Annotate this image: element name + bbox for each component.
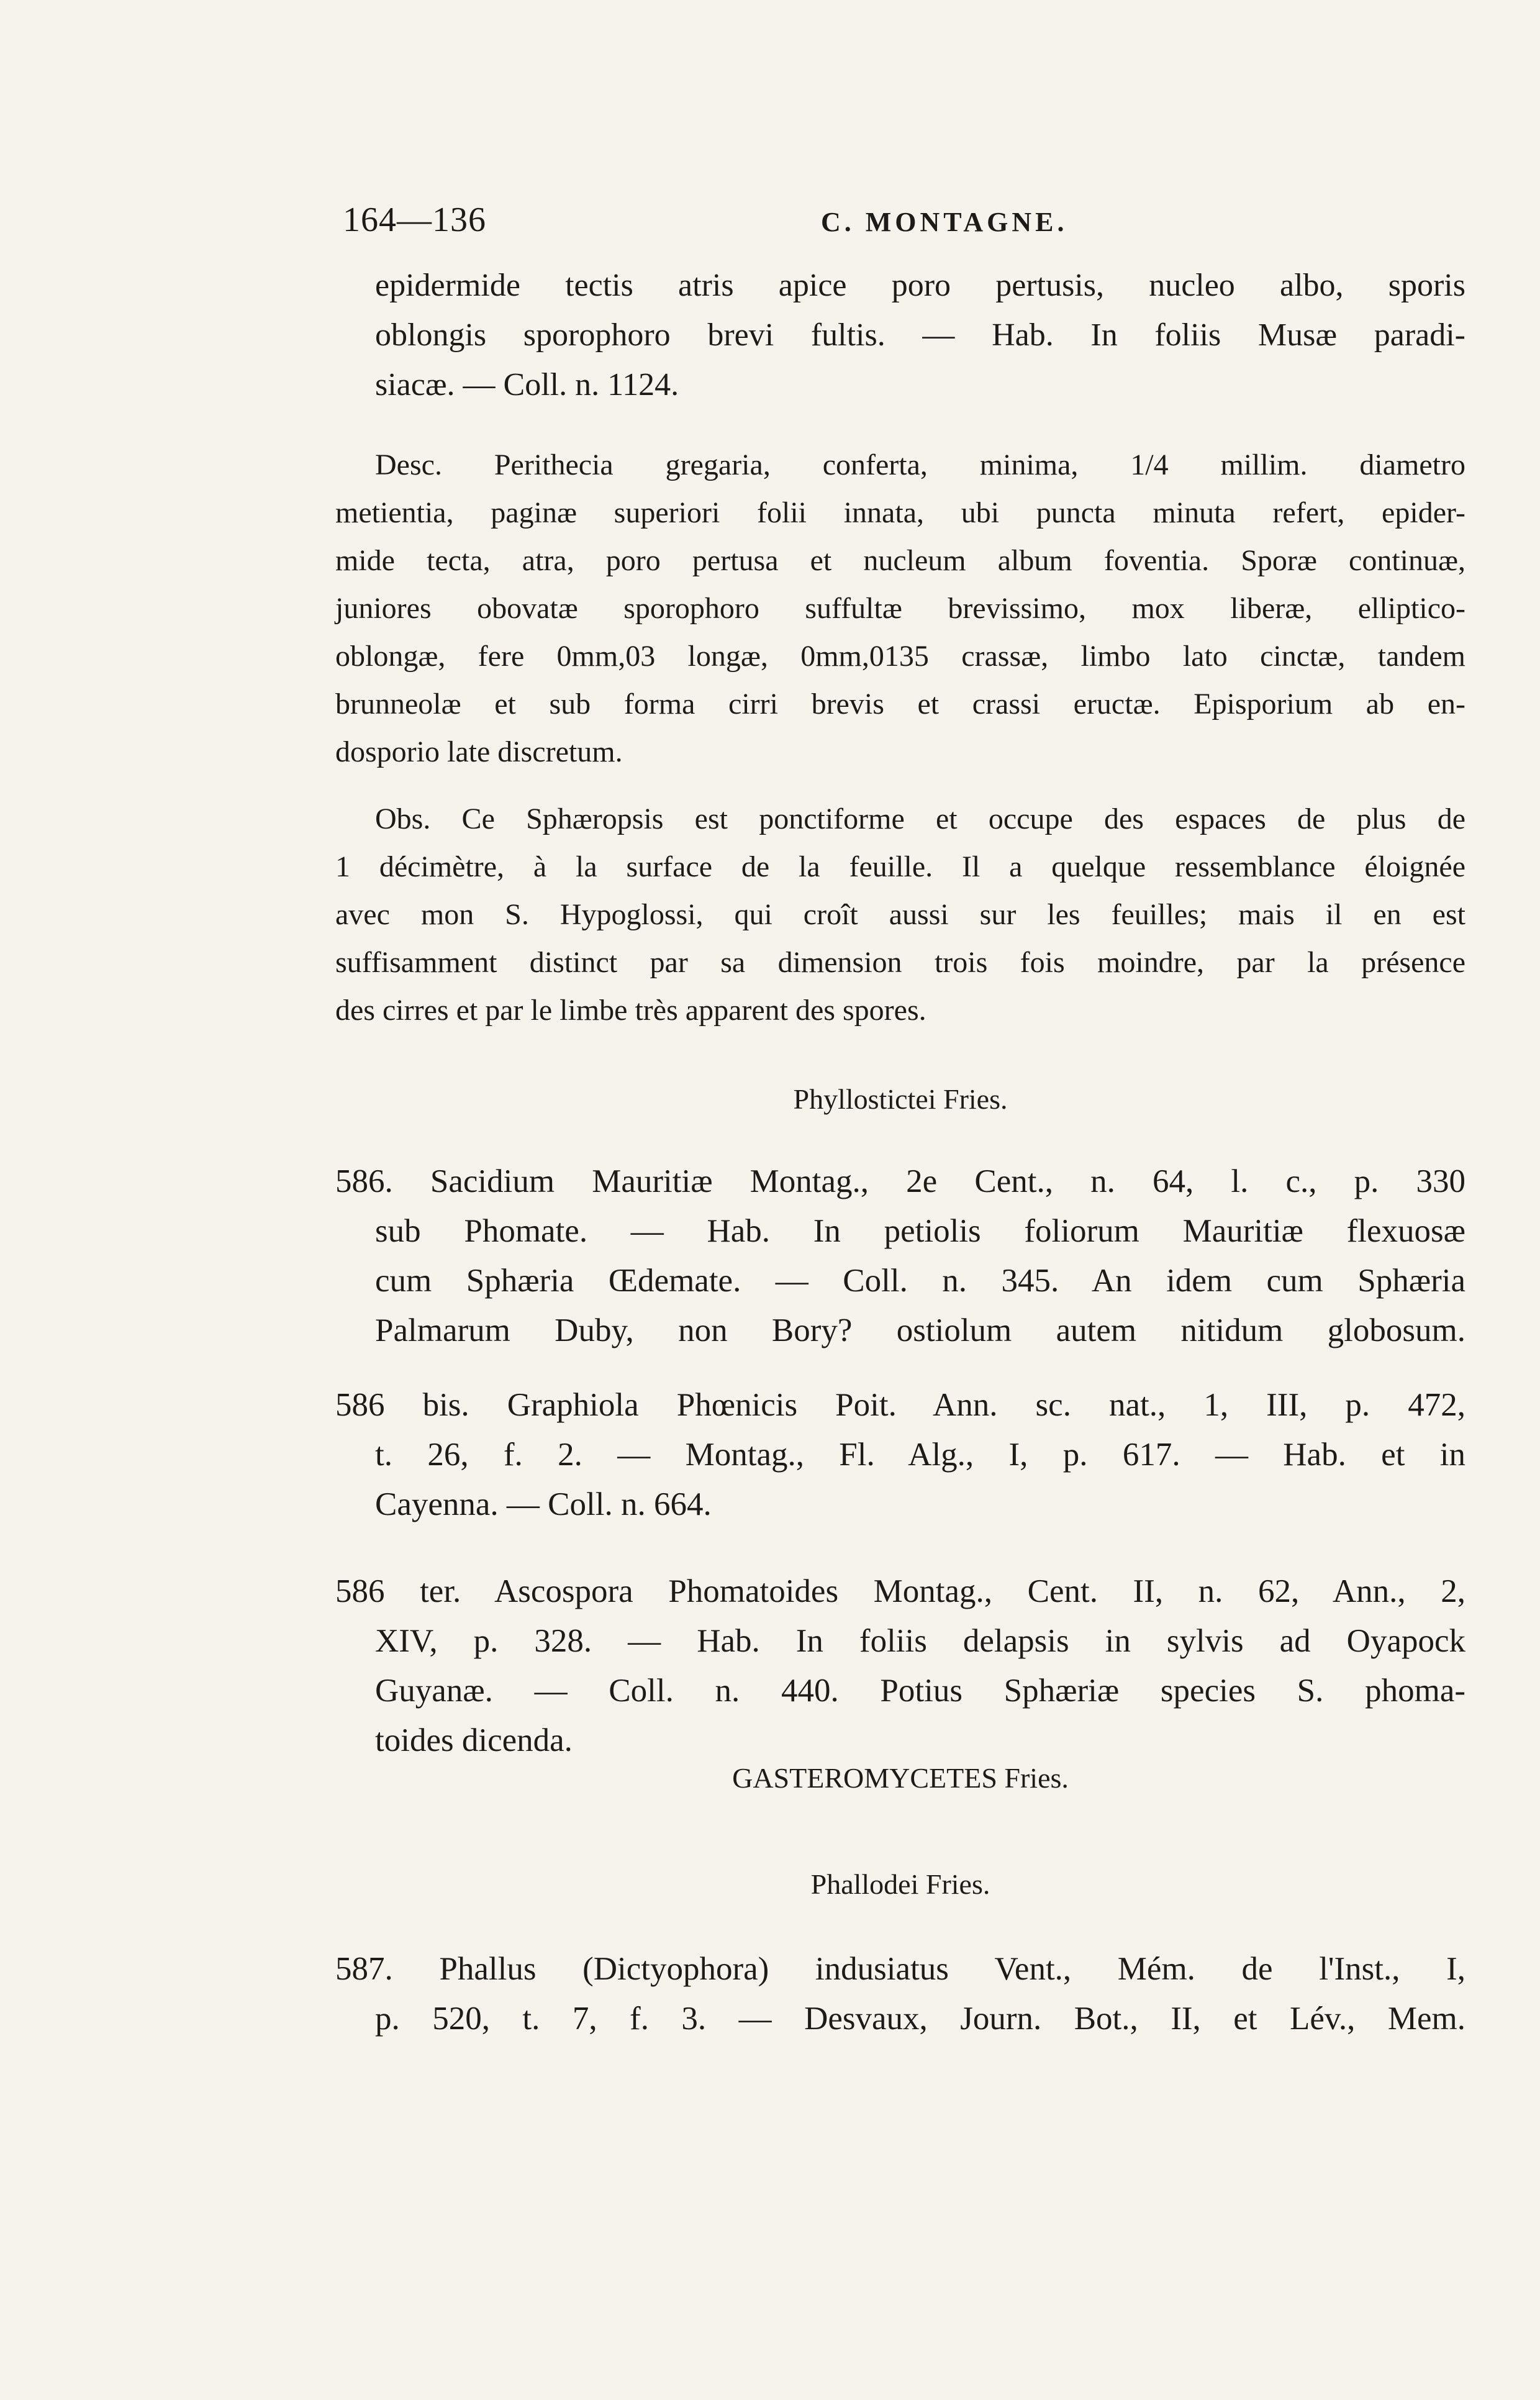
- text-line: Palmarum Duby, non Bory? ostiolum autem nitidum globosum.: [375, 1312, 1465, 1348]
- section-heading-phyllostictei: Phyllostictei Fries.: [793, 1083, 1008, 1115]
- text-line: toides dicenda.: [375, 1722, 573, 1758]
- entry-586-ter: [335, 1566, 1465, 1765]
- text-line: 586 bis. Graphiola Phœnicis Poit. Ann. sc. nat., 1, III, p. 472,: [335, 1387, 1465, 1423]
- text-line: oblongæ, fere 0mm,03 longæ, 0mm,0135 crassæ, limbo lato cinctæ, tandem: [335, 640, 1465, 673]
- text-line: t. 26, f. 2. — Montag., Fl. Alg., I, p. 617. — Hab. et in: [375, 1437, 1465, 1473]
- text-line: siacæ. — Coll. n. 1124.: [375, 367, 679, 402]
- text-line: mide tecta, atra, poro pertusa et nucleum album foventia. Sporæ continuæ,: [335, 544, 1465, 577]
- continued-paragraph: [335, 261, 1465, 410]
- entry-587: [335, 1944, 1465, 2043]
- text-line: 586 ter. Ascospora Phomatoides Montag., Cent. II, n. 62, Ann., 2,: [335, 1573, 1465, 1609]
- text-line: metientia, paginæ superiori folii innata, ubi puncta minuta refert, epider-: [335, 496, 1465, 529]
- section-heading-phallodei: Phallodei Fries.: [810, 1868, 990, 1900]
- text-line: 1 décimètre, à la surface de la feuille. Il a quelque ressemblance éloignée: [335, 850, 1465, 883]
- text-line: sub Phomate. — Hab. In petiolis foliorum Mauritiæ flexuosæ: [375, 1213, 1465, 1249]
- observation-paragraph: [335, 795, 1465, 1034]
- section-heading-gasteromycetes: GASTEROMYCETES Fries.: [732, 1762, 1069, 1794]
- entry-586-bis: [335, 1380, 1465, 1529]
- text-line: brunneolæ et sub forma cirri brevis et crassi eructæ. Episporium ab en-: [335, 688, 1465, 720]
- page-number: 164—136: [343, 201, 486, 239]
- text-line: Obs. Ce Sphæropsis est ponctiforme et occupe des espaces de plus de: [375, 802, 1465, 835]
- text-line: 587. Phallus (Dictyophora) indusiatus Vent., Mém. de l'Inst., I,: [335, 1951, 1465, 1987]
- text-line: XIV, p. 328. — Hab. In foliis delapsis in sylvis ad Oyapock: [375, 1623, 1465, 1659]
- text-line: Cayenna. — Coll. n. 664.: [375, 1486, 712, 1522]
- description-paragraph: [335, 441, 1465, 776]
- text-line: epidermide tectis atris apice poro pertusis, nucleo albo, sporis: [375, 268, 1465, 303]
- text-line: p. 520, t. 7, f. 3. — Desvaux, Journ. Bot., II, et Lév., Mem.: [375, 2001, 1465, 2037]
- running-head: C. MONTAGNE.: [821, 207, 1068, 237]
- text-line: avec mon S. Hypoglossi, qui croît aussi sur les feuilles; mais il en est: [335, 898, 1465, 931]
- text-line: 586. Sacidium Mauritiæ Montag., 2e Cent., n. 64, l. c., p. 330: [335, 1163, 1465, 1199]
- text-line: Guyanæ. — Coll. n. 440. Potius Sphæriæ species S. phoma-: [375, 1673, 1465, 1709]
- page-header: [343, 198, 1510, 247]
- text-line: Desc. Perithecia gregaria, conferta, minima, 1/4 millim. diametro: [375, 448, 1465, 481]
- entry-586: [335, 1157, 1465, 1355]
- text-line: juniores obovatæ sporophoro suffultæ brevissimo, mox liberæ, elliptico-: [335, 592, 1465, 625]
- text-line: suffisamment distinct par sa dimension trois fois moindre, par la présence: [335, 946, 1465, 979]
- text-line: des cirres et par le limbe très apparent des spores.: [335, 994, 926, 1027]
- text-line: cum Sphæria Œdemate. — Coll. n. 345. An idem cum Sphæria: [375, 1263, 1465, 1299]
- text-line: oblongis sporophoro brevi fultis. — Hab. In foliis Musæ paradi-: [375, 317, 1465, 353]
- text-line: dosporio late discretum.: [335, 735, 623, 768]
